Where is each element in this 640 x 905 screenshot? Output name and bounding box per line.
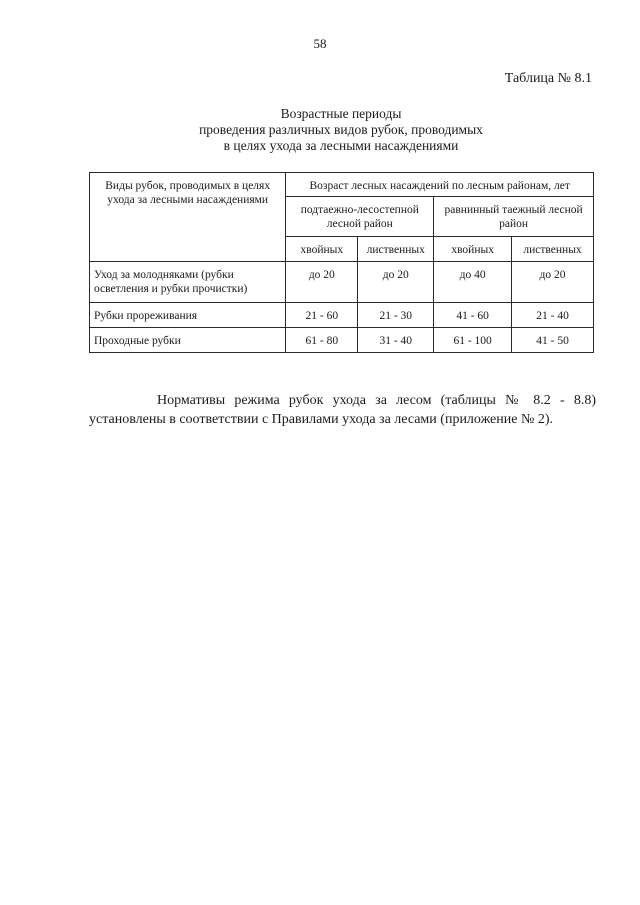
body-paragraph: Нормативы режима рубок ухода за лесом (таблицы № 8.2 - 8.8) установлены в соответствии с Правилами ухода за лесами (приложение № 2). xyxy=(89,393,596,427)
header-region-subtaiga: подтаежно-лесостепной лесной район xyxy=(286,197,434,237)
table-label: Таблица № 8.1 xyxy=(504,71,592,86)
caption-line-2: проведения различных видов рубок, проводимых xyxy=(199,122,483,137)
table-cell: 21 - 30 xyxy=(358,303,434,328)
header-forest-age: Возраст лесных насаждений по лесным районам, лет xyxy=(286,173,594,197)
table-cell: до 20 xyxy=(286,262,358,303)
table-cell: 21 - 60 xyxy=(286,303,358,328)
table-cell: 61 - 80 xyxy=(286,328,358,353)
table-row xyxy=(90,262,594,303)
table-cell: 31 - 40 xyxy=(358,328,434,353)
table-cell: до 20 xyxy=(512,262,594,303)
table-row xyxy=(90,328,594,353)
table-row xyxy=(90,303,594,328)
header-deciduous-1: лиственных xyxy=(358,237,434,262)
row-name-passage-cutting: Проходные рубки xyxy=(90,328,286,353)
table-cell: 21 - 40 xyxy=(512,303,594,328)
row-name-young-stand-care: Уход за молодняками (рубки осветления и рубки прочистки) xyxy=(90,262,286,303)
table-header-row-1 xyxy=(90,173,594,197)
caption-line-3: в целях ухода за лесными насаждениями xyxy=(223,138,459,153)
table-cell: 41 - 50 xyxy=(512,328,594,353)
header-cutting-types: Виды рубок, проводимых в целях ухода за лесными насаждениями xyxy=(90,173,286,262)
table-caption xyxy=(0,106,640,154)
table-cell: до 40 xyxy=(434,262,512,303)
table-cell: до 20 xyxy=(358,262,434,303)
table-cell: 61 - 100 xyxy=(434,328,512,353)
header-deciduous-2: лиственных xyxy=(512,237,594,262)
row-name-thinning: Рубки прореживания xyxy=(90,303,286,328)
header-coniferous-1: хвойных xyxy=(286,237,358,262)
page-number: 58 xyxy=(313,36,327,51)
header-coniferous-2: хвойных xyxy=(434,237,512,262)
header-region-plain-taiga: равнинный таежный лесной район xyxy=(434,197,594,237)
table-cell: 41 - 60 xyxy=(434,303,512,328)
cutting-age-table xyxy=(89,172,594,353)
caption-line-1: Возрастные периоды xyxy=(280,106,402,121)
